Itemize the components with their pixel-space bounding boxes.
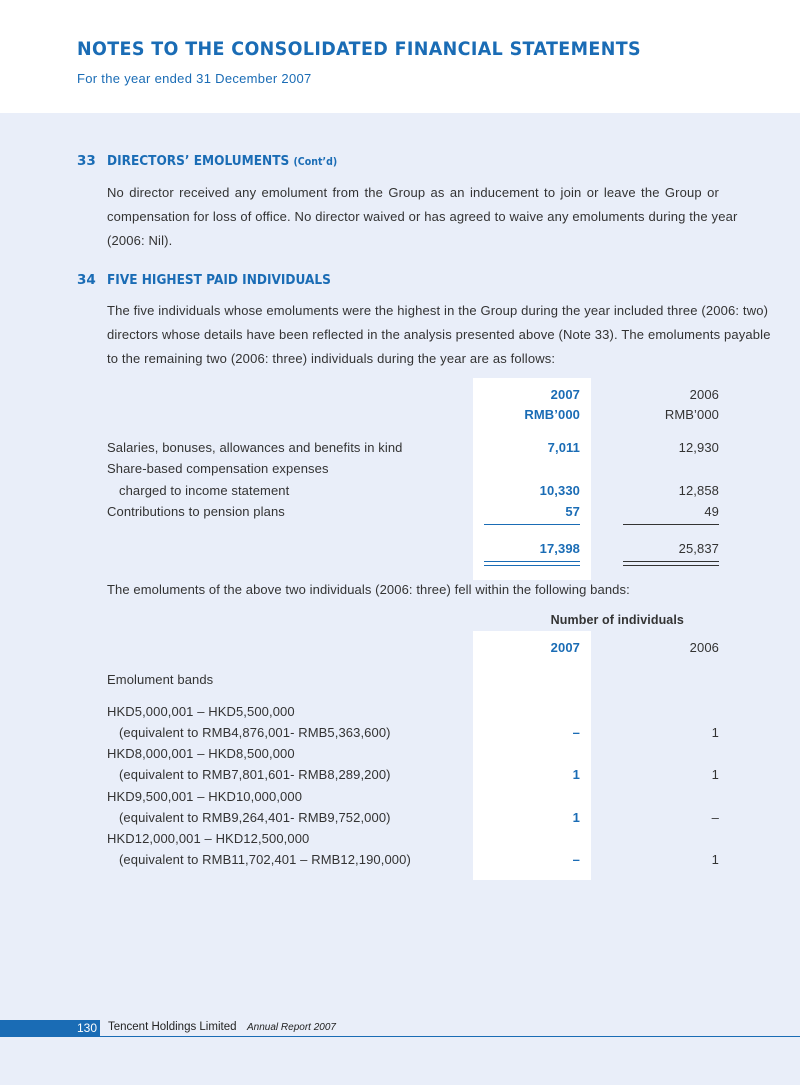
emolument-bands-label: Emolument bands [107,672,214,687]
band-row-label: HKD12,000,001 – HKD12,500,000 [107,831,310,846]
footer-rule [0,1036,800,1037]
bands-intro: The emoluments of the above two individuals (2006: three) fell within the following bands: [107,582,630,597]
total-rule-2007 [484,561,580,562]
band-cell-2007: 1 [572,767,580,782]
section-33-number: 33 [77,153,96,169]
page-number: 130 [77,1021,98,1035]
table-cell-2006: 12,930 [678,440,719,455]
col-2006-header: 2006 [689,387,719,402]
band-row-label: HKD5,000,001 – HKD5,500,000 [107,704,295,719]
paragraph-line: (2006: Nil). [107,233,173,248]
total-2007: 17,398 [539,541,580,556]
paragraph-line: compensation for loss of office. No director waived or has agreed to waive any emoluments during the year [107,209,738,224]
page-subtitle: For the year ended 31 December 2007 [77,71,312,86]
section-33-title-text: DIRECTORS’ EMOLUMENTS [107,153,290,169]
total-rule-2006 [623,565,719,566]
table-row-label: charged to income statement [119,483,290,498]
section-34-title: FIVE HIGHEST PAID INDIVIDUALS [107,272,331,288]
table-row-label: Share-based compensation expenses [107,461,329,476]
band-cell-2006: 1 [711,852,719,867]
footer-report: Annual Report 2007 [247,1022,336,1033]
band-cell-2007: – [572,725,580,740]
total-2006: 25,837 [678,541,719,556]
total-rule-2007 [484,565,580,566]
band-row-label: (equivalent to RMB7,801,601- RMB8,289,200) [119,767,391,782]
number-of-individuals-header: Number of individuals [550,613,684,627]
table-cell-2007: 7,011 [547,440,580,455]
band-cell-2006: 1 [711,725,719,740]
table-cell-2007: 57 [565,504,580,519]
band-cell-2007: – [572,852,580,867]
table-row-label: Salaries, bonuses, allowances and benefits in kind [107,440,403,455]
current-year-column-highlight [473,631,591,880]
section-33-paragraph [107,181,738,253]
total-rule-2006 [623,561,719,562]
table-cell-2007: 10,330 [539,483,580,498]
page-title: NOTES TO THE CONSOLIDATED FINANCIAL STATEMENTS [77,38,641,60]
section-33-title [107,153,337,169]
paragraph-line: No director received any emolument from the Group as an inducement to join or leave the Group or [107,185,719,200]
table-cell-2006: 12,858 [678,483,719,498]
section-34-paragraph [107,299,771,371]
band-row-label: (equivalent to RMB11,702,401 – RMB12,190,000) [119,852,411,867]
band-row-label: HKD9,500,001 – HKD10,000,000 [107,789,303,804]
paragraph-line: directors whose details have been reflected in the analysis presented above (Note 33). The emoluments payable [107,327,771,342]
band-cell-2006: – [711,810,719,825]
table-row-label: Contributions to pension plans [107,504,285,519]
paragraph-line: to the remaining two (2006: three) individuals during the year are as follows: [107,351,556,366]
bands-col-2006: 2006 [689,640,719,655]
bands-col-2007: 2007 [550,640,580,655]
band-row-label: (equivalent to RMB4,876,001- RMB5,363,600) [119,725,391,740]
band-cell-2006: 1 [711,767,719,782]
paragraph-line: The five individuals whose emoluments were the highest in the Group during the year included three (2006: two) [107,303,769,318]
section-33-title-suffix: (Cont’d) [293,156,338,168]
band-cell-2007: 1 [572,810,580,825]
footer-company: Tencent Holdings Limited [108,1021,237,1033]
band-row-label: HKD8,000,001 – HKD8,500,000 [107,746,295,761]
col-2006-unit: RMB’000 [664,407,719,422]
band-row-label: (equivalent to RMB9,264,401- RMB9,752,000) [119,810,391,825]
col-2007-header: 2007 [550,387,580,402]
subtotal-rule-2006 [623,524,719,525]
section-34-number: 34 [77,272,96,288]
page-header [0,0,800,113]
subtotal-rule-2007 [484,524,580,525]
col-2007-unit: RMB’000 [524,407,580,422]
table-cell-2006: 49 [704,504,719,519]
